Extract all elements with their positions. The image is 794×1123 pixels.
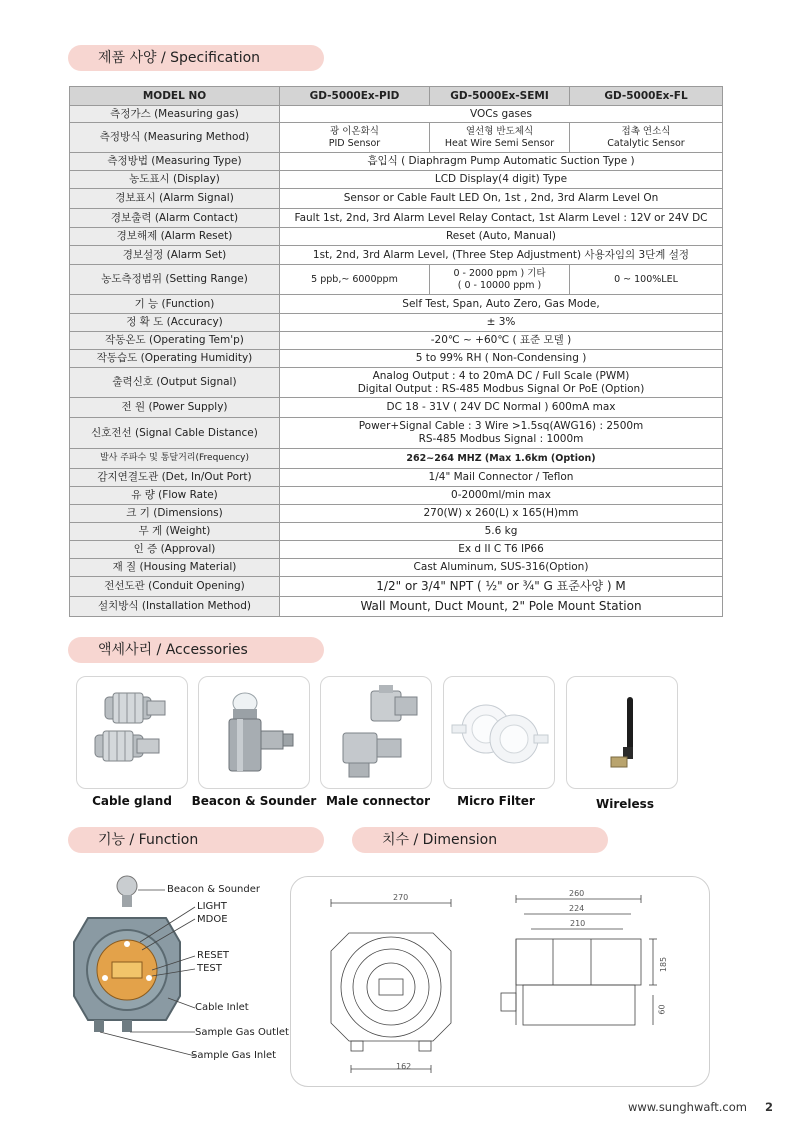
row-value: DC 18 - 31V ( 24V DC Normal ) 600mA max	[280, 398, 723, 418]
table-row	[70, 523, 723, 541]
function-label-reset: RESET	[197, 950, 230, 961]
row-value: Cast Aluminum, SUS-316(Option)	[280, 559, 723, 577]
table-row	[70, 541, 723, 559]
section-title-dimension: 치수 / Dimension	[352, 827, 608, 853]
table-row	[70, 368, 723, 398]
table-row	[70, 153, 723, 171]
table-row	[70, 577, 723, 597]
cable-rs485: RS-485 Modbus Signal : 1000m	[418, 433, 584, 445]
row-value: 흡입식 ( Diaphragm Pump Automatic Suction Type )	[280, 153, 723, 171]
accessory-cable-gland-image	[76, 676, 188, 789]
housing-icon	[74, 918, 180, 1032]
micro-filter-icon	[452, 705, 548, 763]
row-value-fl	[570, 123, 723, 153]
dimension-side-185: 185	[659, 956, 669, 973]
row-value-pid: 5 ppb,~ 6000ppm	[280, 265, 430, 295]
row-value: Ex d II C T6 IP66	[280, 541, 723, 559]
row-value: Reset (Auto, Manual)	[280, 228, 723, 246]
method-fl-ko: 접촉 연소식	[621, 125, 671, 137]
row-value	[280, 368, 723, 398]
accessory-label-wireless: Wireless	[596, 797, 654, 811]
row-label: 작동온도 (Operating Tem'p)	[70, 332, 280, 350]
row-label: 농도측정범위 (Setting Range)	[70, 265, 280, 295]
table-row	[70, 189, 723, 209]
method-fl-en: Catalytic Sensor	[607, 137, 685, 149]
row-label: 전선도관 (Conduit Opening)	[70, 577, 280, 597]
table-row	[70, 418, 723, 449]
row-value: 1st, 2nd, 3rd Alarm Level, (Three Step Adjustment) 사용자임의 3단계 설정	[280, 246, 723, 265]
beacon-icon	[117, 876, 137, 907]
beacon-sounder-icon	[229, 693, 293, 771]
row-value	[280, 418, 723, 449]
row-label: 경보설정 (Alarm Set)	[70, 246, 280, 265]
dimension-side-224: 224	[569, 904, 585, 913]
row-label: 경보표시 (Alarm Signal)	[70, 189, 280, 209]
row-value: 270(W) x 260(L) x 165(H)mm	[280, 505, 723, 523]
table-row	[70, 469, 723, 487]
dimension-side-260: 260	[569, 889, 585, 898]
dimension-side-60: 60	[657, 1004, 667, 1015]
row-value: Self Test, Span, Auto Zero, Gas Mode,	[280, 295, 723, 314]
detector-function-diagram	[60, 870, 200, 1060]
row-label: 인 증 (Approval)	[70, 541, 280, 559]
specification-table	[69, 86, 723, 617]
function-label-mode: MDOE	[197, 914, 228, 925]
row-label: 측정방식 (Measuring Method)	[70, 123, 280, 153]
row-value: 5.6 kg	[280, 523, 723, 541]
cable-gland-icon	[95, 693, 165, 761]
row-label: 기 능 (Function)	[70, 295, 280, 314]
function-label-test: TEST	[197, 963, 222, 974]
table-row	[70, 597, 723, 617]
row-label: 신호전선 (Signal Cable Distance)	[70, 418, 280, 449]
accessory-label-male-connector: Male connector	[325, 794, 431, 808]
table-row	[70, 487, 723, 505]
row-label: 출력신호 (Output Signal)	[70, 368, 280, 398]
method-semi-ko: 열선형 반도체식	[465, 125, 534, 137]
page-number: 2	[765, 1100, 774, 1114]
accessory-label-beacon-sounder: Beacon & Sounder	[191, 794, 317, 808]
table-row	[70, 228, 723, 246]
accessory-male-connector-image	[320, 676, 432, 789]
table-row	[70, 123, 723, 153]
function-label-cable-inlet: Cable Inlet	[195, 1002, 249, 1013]
method-pid-en: PID Sensor	[328, 137, 381, 149]
accessory-wireless-image	[566, 676, 678, 789]
row-value-fl: 0 ~ 100%LEL	[570, 265, 723, 295]
male-connector-icon	[343, 685, 417, 777]
row-value: VOCs gases	[280, 106, 723, 123]
dimension-drawing	[291, 877, 711, 1088]
header-fl: GD-5000Ex-FL	[570, 87, 723, 106]
method-semi-en: Heat Wire Semi Sensor	[444, 137, 555, 149]
function-label-light: LIGHT	[197, 901, 227, 912]
range-semi-1: 0 - 2000 ppm ) 기타	[453, 267, 546, 279]
row-label: 감지연결도관 (Det, In/Out Port)	[70, 469, 280, 487]
row-value-semi	[430, 123, 570, 153]
accessory-beacon-image	[198, 676, 310, 789]
table-row	[70, 265, 723, 295]
cable-power: Power+Signal Cable : 3 Wire >1.5sq(AWG16) : 2500m	[358, 420, 644, 432]
row-label: 측정방법 (Measuring Type)	[70, 153, 280, 171]
row-label: 무 게 (Weight)	[70, 523, 280, 541]
dimension-front-bottom: 162	[396, 1062, 412, 1071]
table-row	[70, 559, 723, 577]
row-label: 작동습도 (Operating Humidity)	[70, 350, 280, 368]
section-title-function: 기능 / Function	[68, 827, 324, 853]
row-label: 정 확 도 (Accuracy)	[70, 314, 280, 332]
function-label-sample-gas-inlet: Sample Gas Inlet	[191, 1050, 277, 1061]
table-row	[70, 332, 723, 350]
section-title-specification: 제품 사양 / Specification	[68, 45, 324, 71]
row-value: 5 to 99% RH ( Non-Condensing )	[280, 350, 723, 368]
row-value: 262~264 MHZ (Max 1.6km (Option)	[280, 449, 723, 469]
table-row	[70, 505, 723, 523]
antenna-icon	[611, 697, 633, 767]
section-title-accessories: 액세사리 / Accessories	[68, 637, 324, 663]
table-row	[70, 171, 723, 189]
table-row	[70, 350, 723, 368]
row-label: 발사 주파수 및 통달거리(Frequency)	[70, 449, 280, 469]
accessory-label-cable-gland: Cable gland	[92, 794, 172, 808]
table-row	[70, 449, 723, 469]
output-analog: Analog Output : 4 to 20mA DC / Full Scale (PWM)	[372, 369, 630, 382]
header-pid: GD-5000Ex-PID	[280, 87, 430, 106]
row-value-pid	[280, 123, 430, 153]
row-label: 측정가스 (Measuring gas)	[70, 106, 280, 123]
row-value: -20℃ ~ +60℃ ( 표준 모델 )	[280, 332, 723, 350]
table-row	[70, 106, 723, 123]
row-value: Wall Mount, Duct Mount, 2" Pole Mount Station	[280, 597, 723, 617]
table-row	[70, 295, 723, 314]
footer-url: www.sunghwaft.com	[628, 1100, 747, 1114]
row-value: 1/4" Mail Connector / Teflon	[280, 469, 723, 487]
dimension-side-210: 210	[570, 919, 586, 928]
row-value: ± 3%	[280, 314, 723, 332]
table-row	[70, 246, 723, 265]
function-label-sample-gas-outlet: Sample Gas Outlet	[195, 1027, 289, 1038]
row-label: 유 량 (Flow Rate)	[70, 487, 280, 505]
row-label: 재 질 (Housing Material)	[70, 559, 280, 577]
accessory-micro-filter-image	[443, 676, 555, 789]
row-label: 농도표시 (Display)	[70, 171, 280, 189]
row-value: 1/2" or 3/4" NPT ( ½" or ¾" G 표준사양 ) M	[280, 577, 723, 597]
table-row	[70, 314, 723, 332]
row-value: LCD Display(4 digit) Type	[280, 171, 723, 189]
accessory-label-micro-filter: Micro Filter	[457, 794, 535, 808]
table-row	[70, 209, 723, 228]
function-label-beacon-sounder: Beacon & Sounder	[167, 884, 261, 895]
table-header-row	[70, 87, 723, 106]
dimension-front-width: 270	[393, 893, 409, 902]
header-model-no: MODEL NO	[70, 87, 280, 106]
method-pid-ko: 광 이온화식	[330, 125, 379, 137]
row-label: 경보해제 (Alarm Reset)	[70, 228, 280, 246]
table-row	[70, 398, 723, 418]
row-value: Fault 1st, 2nd, 3rd Alarm Level Relay Contact, 1st Alarm Level : 12V or 24V DC	[280, 209, 723, 228]
dimension-panel	[290, 876, 710, 1087]
range-semi-2: ( 0 - 10000 ppm )	[457, 279, 542, 291]
row-value: Sensor or Cable Fault LED On, 1st , 2nd, 3rd Alarm Level On	[280, 189, 723, 209]
output-digital: Digital Output : RS-485 Modbus Signal Or PoE (Option)	[357, 382, 645, 395]
row-label: 경보출력 (Alarm Contact)	[70, 209, 280, 228]
row-label: 크 기 (Dimensions)	[70, 505, 280, 523]
row-label: 전 원 (Power Supply)	[70, 398, 280, 418]
row-value: 0-2000ml/min max	[280, 487, 723, 505]
header-semi: GD-5000Ex-SEMI	[430, 87, 570, 106]
row-value-semi	[430, 265, 570, 295]
row-label: 설치방식 (Installation Method)	[70, 597, 280, 617]
